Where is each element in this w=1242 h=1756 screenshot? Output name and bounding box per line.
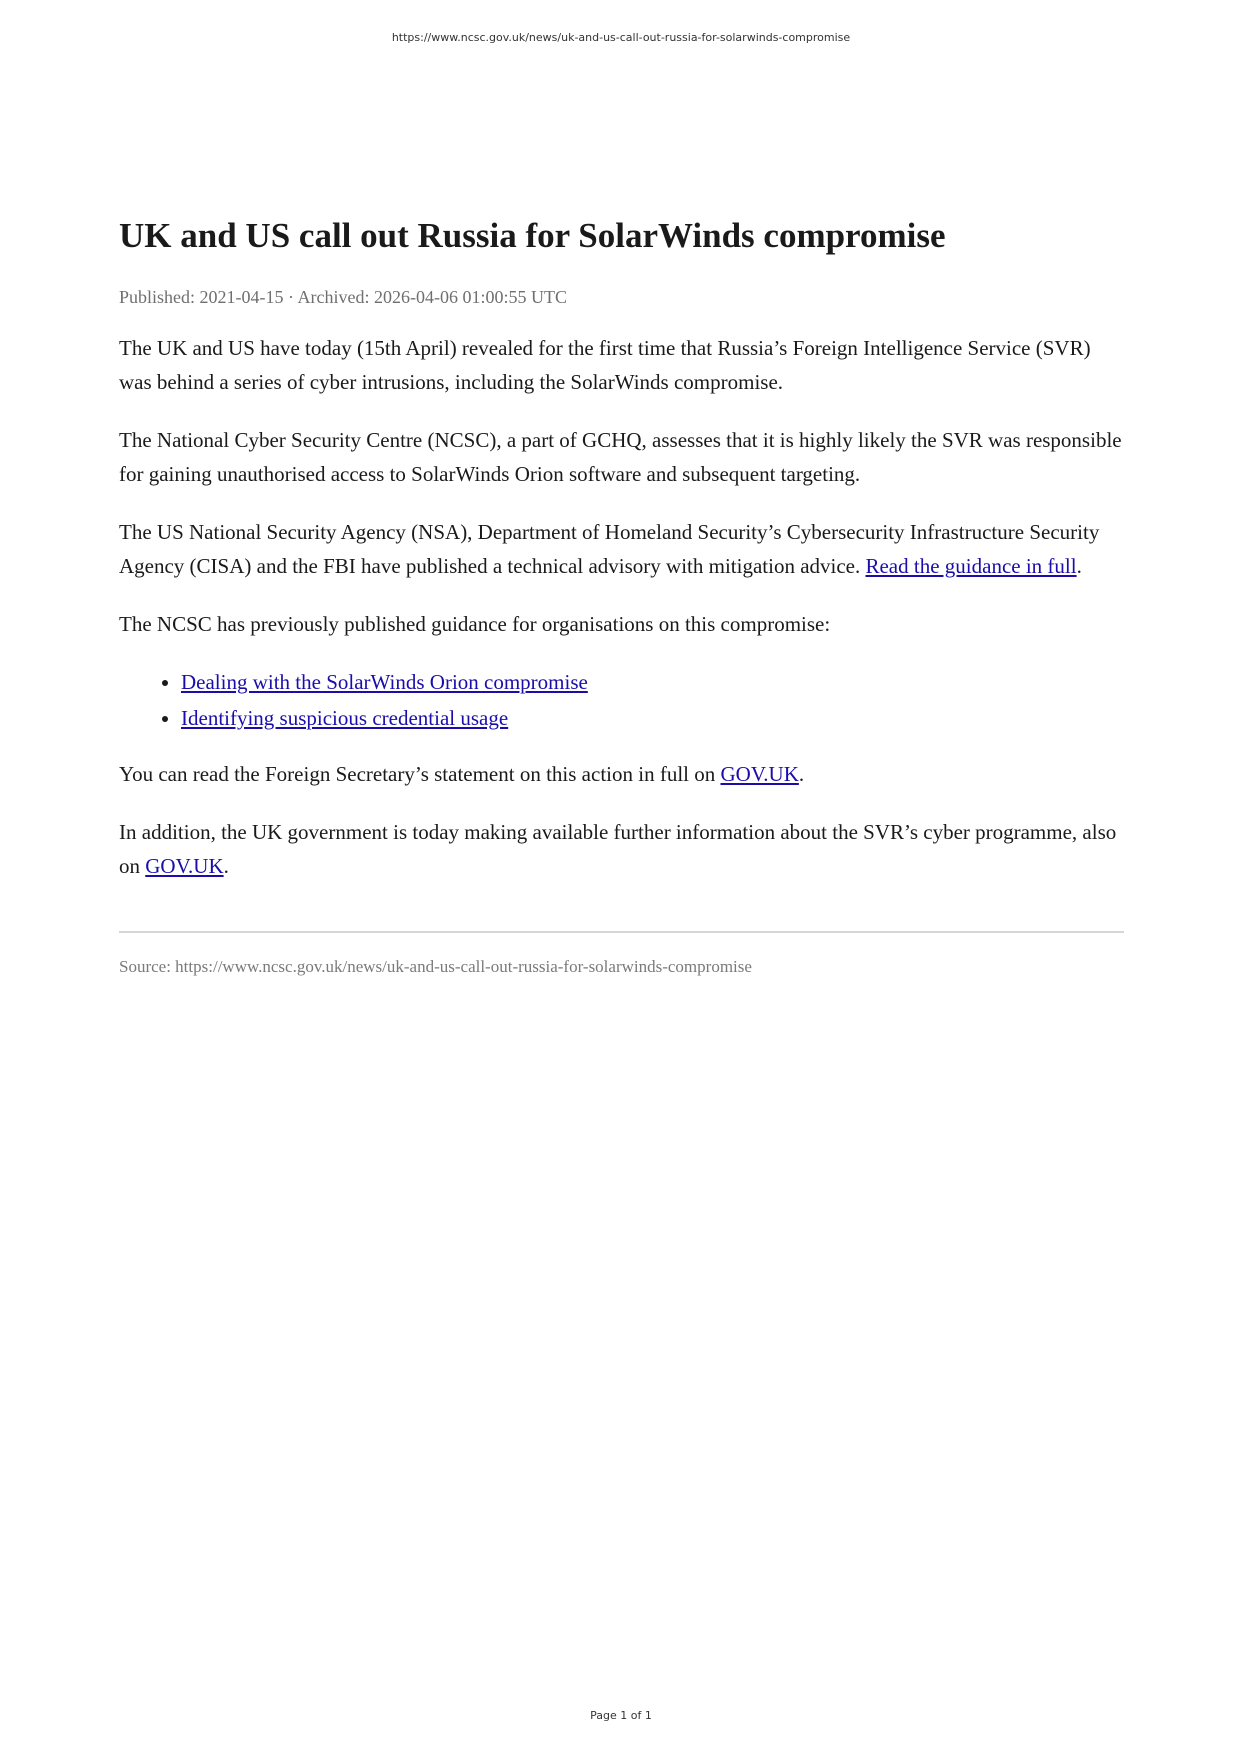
paragraph-previous-guidance: The NCSC has previously published guidance for organisations on this compromise:: [119, 612, 831, 636]
guidance-list: [119, 665, 1124, 735]
paragraph-foreign-secretary-text: You can read the Foreign Secretary’s statement on this action in full on: [119, 762, 721, 786]
paragraph-foreign-secretary-end: .: [798, 762, 805, 786]
paragraph-svr-information-end: .: [223, 854, 229, 878]
article-title: UK and US call out Russia for SolarWinds compromise: [119, 216, 946, 255]
paragraph-svr-information-text: In addition, the UK government is today making available further information about the SVR’s cyber programme, also on: [119, 820, 1117, 878]
paragraph-advisory-end: .: [1076, 554, 1082, 578]
page-number: Page 1 of 1: [590, 1709, 652, 1722]
read-guidance-link[interactable]: Read the guidance in full: [865, 554, 1077, 578]
paragraph-advisory: [119, 515, 1124, 583]
paragraph-intro: The UK and US have today (15th April) revealed for the first time that Russia’s Foreign Intelligence Service (SVR) was behind a series of cyber intrusions, including the SolarWinds compromise.: [119, 336, 1091, 394]
govuk-svr-info-link[interactable]: GOV.UK: [145, 854, 224, 878]
solarwinds-orion-guidance-link[interactable]: Dealing with the SolarWinds Orion compromise: [181, 670, 588, 694]
govuk-statement-link[interactable]: GOV.UK: [720, 762, 799, 786]
list-item: [181, 665, 1124, 699]
article: [119, 210, 1124, 979]
article-meta: Published: 2021-04-15 · Archived: 2026-04-06 01:00:55 UTC: [119, 287, 567, 307]
divider: [119, 931, 1124, 933]
paragraph-ncsc-assessment: The National Cyber Security Centre (NCSC), a part of GCHQ, assesses that it is highly likely the SVR was responsible for gaining unauthorised access to SolarWinds Orion software and subsequent targeting.: [119, 428, 1122, 486]
credential-usage-guidance-link[interactable]: Identifying suspicious credential usage: [181, 706, 509, 730]
paragraph-svr-information: [119, 815, 1124, 883]
article-body: [119, 331, 1124, 883]
paragraph-advisory-text: The US National Security Agency (NSA), Department of Homeland Security’s Cybersecurity Infrastructure Security Agency (CISA) and the FBI have published a technical advisory with mitigation advice.: [119, 520, 1100, 578]
list-item: [181, 701, 1124, 735]
print-header-url: https://www.ncsc.gov.uk/news/uk-and-us-call-out-russia-for-solarwinds-compromise: [391, 31, 851, 44]
paragraph-foreign-secretary: [119, 757, 1124, 791]
source-line: Source: https://www.ncsc.gov.uk/news/uk-and-us-call-out-russia-for-solarwinds-compromise: [119, 957, 752, 976]
